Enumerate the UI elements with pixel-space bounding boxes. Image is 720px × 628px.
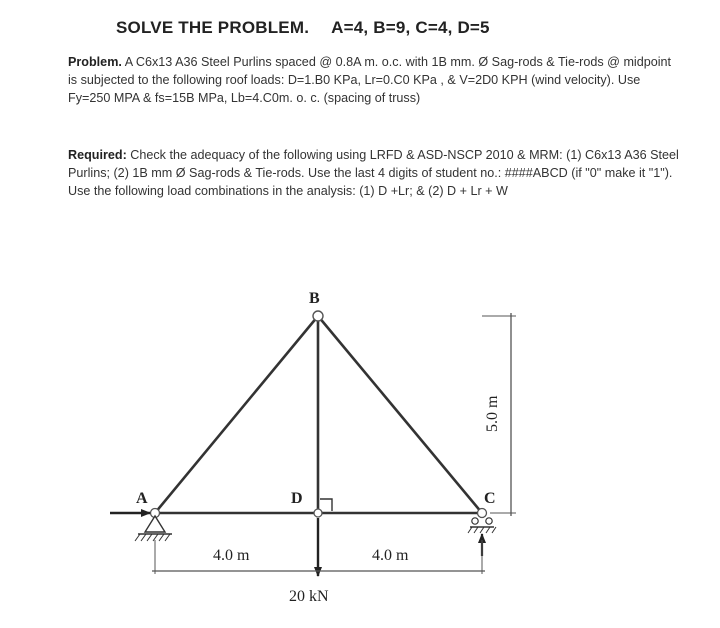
joint-c [478,509,487,518]
right-angle-marker [320,499,332,511]
right-span-label: 4.0 m [372,547,409,564]
left-span-label: 4.0 m [213,547,250,564]
joint-d [314,509,322,517]
roller-support-c [468,518,496,533]
required-label: Required: [68,148,127,162]
problem-label: Problem. [68,55,122,69]
joint-b [313,311,323,321]
pin-support-a [135,516,172,541]
node-label-b: B [309,290,320,307]
member-bc [318,316,482,513]
title-variables: A=4, B=9, C=4, D=5 [331,18,490,37]
height-label: 5.0 m [484,395,501,432]
title-text: SOLVE THE PROBLEM. [116,18,310,37]
member-ab [155,316,318,513]
load-label: 20 kN [289,588,329,605]
node-label-c: C [484,490,496,507]
node-label-d: D [291,490,303,507]
node-label-a: A [136,490,148,507]
required-text: Check the adequacy of the following using LRFD & ASD-NSCP 2010 & MRM: (1) C6x13 A36 Steel Purlins; (2) 1B mm Ø Sag-rods & Tie-rods. Use the last 4 digits of student no.: ####ABCD (if "0" make it "1"). Use the following load combinations in the analysis: (1) D +Lr; & (2) D + Lr + W [68,148,679,198]
problem-text: A C6x13 A36 Steel Purlins spaced @ 0.8A m. o.c. with 1B mm. Ø Sag-rods & Tie-rods @ midpoint is subjected to the following roof loads: D=1.B0 KPa, Lr=0.C0 KPa , & V=2D0 KPH (wind velocity). Use Fy=250 MPA & fs=15B MPa, Lb=4.C0m. o. c. (spacing of truss) [68,55,672,105]
